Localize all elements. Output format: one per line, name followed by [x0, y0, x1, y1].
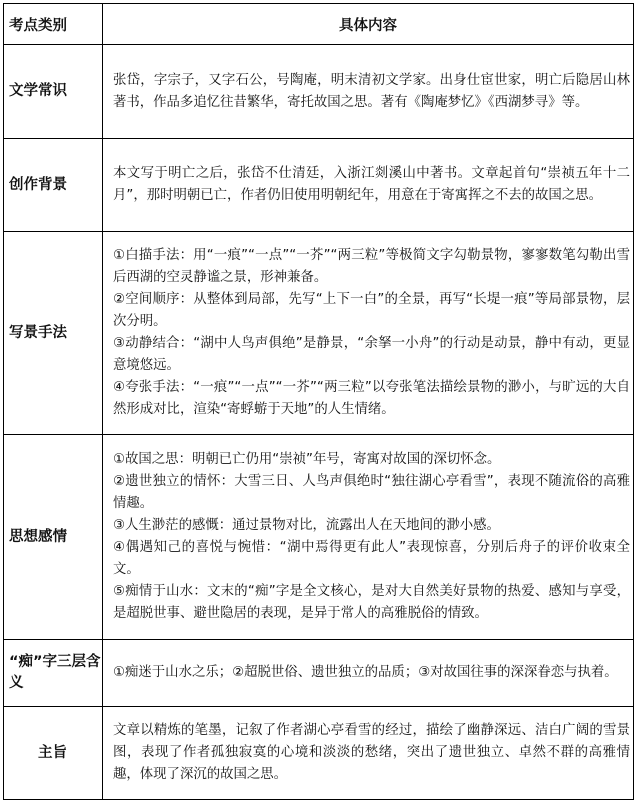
- content-cell: [103, 139, 634, 232]
- content-paragraph: ②遗世独立的情怀：大雪三日、人鸟声俱绝时“独往湖心亭看雪”，表现不随流俗的高雅情趣。: [113, 474, 630, 511]
- header-content: 具体内容: [103, 4, 634, 45]
- content-cell: [103, 232, 634, 435]
- row-theme: [4, 707, 634, 800]
- content-paragraph: ④偶遇知己的喜悦与惋惜：“湖中焉得更有此人”表现惊喜，分别后舟子的评价收束全文。: [113, 540, 630, 577]
- content-paragraph: 本文写于明亡之后，张岱不仕清廷，入浙江剡溪山中著书。文章起首句“崇祯五年十二月”，那时明朝已亡，作者仍旧使用明朝纪年，用意在于寄寓挥之不去的故国之思。: [113, 166, 630, 203]
- knowledge-table: [3, 3, 634, 800]
- content-cell: [103, 45, 634, 139]
- row-literary-knowledge: [4, 45, 634, 139]
- category-label: 文学常识: [4, 45, 103, 139]
- category-label: 主旨: [4, 707, 103, 800]
- category-label: 思想感情: [4, 435, 103, 640]
- header-category: 考点类别: [4, 4, 103, 45]
- content-paragraph: ①痴迷于山水之乐；②超脱世俗、遗世独立的品质；③对故国往事的深深眷恋与执着。: [113, 665, 618, 680]
- row-chi-meanings: [4, 640, 634, 707]
- content-paragraph: ②空间顺序：从整体到局部，先写“上下一白”的全景，再写“长堤一痕”等局部景物，层次分明。: [113, 292, 630, 329]
- content-paragraph: ③动静结合：“湖中人鸟声俱绝”是静景，“余拏一小舟”的行动是动景，静中有动，更显意境悠远。: [113, 336, 630, 373]
- header-row: [4, 4, 634, 45]
- category-label: 创作背景: [4, 139, 103, 232]
- content-cell: [103, 707, 634, 800]
- row-background: [4, 139, 634, 232]
- row-thoughts-feelings: [4, 435, 634, 640]
- content-paragraph: ⑤痴情于山水：文末的“痴”字是全文核心，是对大自然美好景物的热爱、感知与享受，是超脱世事、避世隐居的表现，是异于常人的高雅脱俗的情致。: [113, 584, 630, 621]
- content-paragraph: 文章以精炼的笔墨，记叙了作者湖心亭看雪的经过，描绘了幽静深远、洁白广阔的雪景图，表现了作者孤独寂寞的心境和淡淡的愁绪，突出了遗世独立、卓然不群的高雅情趣，体现了深沉的故国之思。: [113, 723, 630, 782]
- content-paragraph: 张岱，字宗子，又字石公，号陶庵，明末清初文学家。出身仕宦世家，明亡后隐居山林著书，作品多追忆往昔繁华，寄托故国之思。著有《陶庵梦忆》《西湖梦寻》等。: [113, 72, 630, 110]
- content-paragraph: ④夸张手法：“一痕”“一点”“一芥”“两三粒”以夸张笔法描绘景物的渺小，与旷远的大自然形成对比，渲染“寄蜉蝣于天地”的人生情绪。: [113, 380, 630, 417]
- content-cell: [103, 640, 634, 707]
- category-label: 写景手法: [4, 232, 103, 435]
- content-cell: [103, 435, 634, 640]
- row-scenery-techniques: [4, 232, 634, 435]
- content-paragraph: ①白描手法：用“一痕”“一点”“一芥”“两三粒”等极简文字勾勒景物，寥寥数笔勾勒出雪后西湖的空灵静谧之景，形神兼备。: [113, 248, 630, 285]
- category-label: “痴”字三层含义: [4, 640, 103, 707]
- content-paragraph: ③人生渺茫的感慨：通过景物对比，流露出人在天地间的渺小感。: [113, 518, 500, 533]
- content-paragraph: ①故国之思：明朝已亡仍用“崇祯”年号，寄寓对故国的深切怀念。: [113, 452, 501, 467]
